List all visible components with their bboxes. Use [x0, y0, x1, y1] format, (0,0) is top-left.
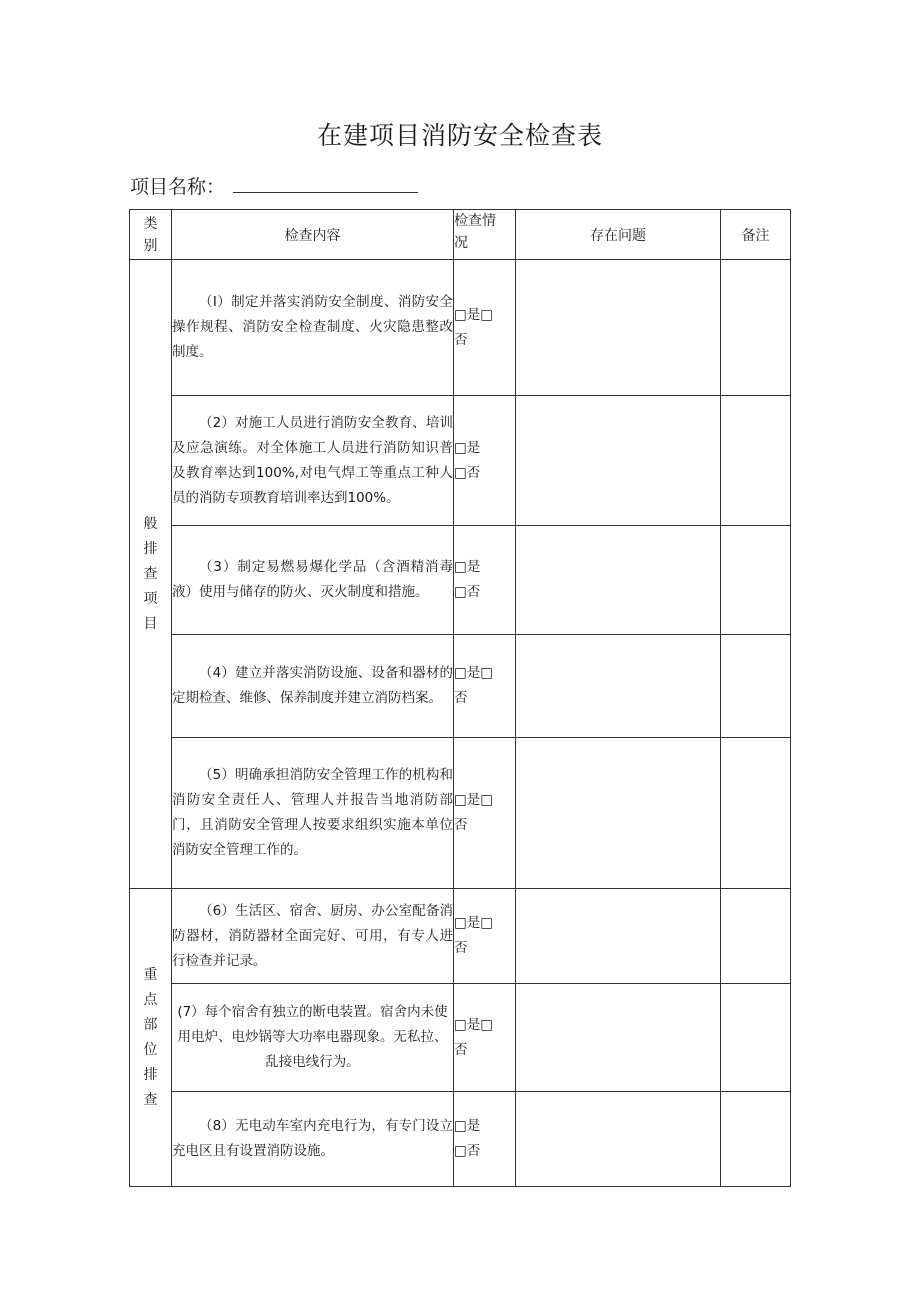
- header-check-line-1: 检查情: [454, 213, 496, 229]
- check-line-1: □是□: [454, 792, 494, 808]
- note-cell[interactable]: [721, 526, 791, 635]
- note-cell[interactable]: [721, 738, 791, 889]
- header-check: [454, 210, 516, 260]
- check-line-1: □是: [454, 559, 481, 575]
- group-key-areas-label: [130, 889, 172, 1187]
- inspection-table: [129, 209, 791, 1187]
- issue-cell[interactable]: [516, 260, 721, 396]
- header-check-line-2: 况: [454, 235, 468, 251]
- item-check[interactable]: [454, 1092, 516, 1187]
- group-char: 排: [143, 540, 158, 557]
- table-row: [130, 1092, 791, 1187]
- item-content: （5）明确承担消防安全管理工作的机构和消防安全责任人、管理人并报告当地消防部门，且消防安全管理人按要求组织实施本单位消防安全管理工作的。: [172, 738, 454, 889]
- item-check[interactable]: [454, 260, 516, 396]
- item-content: （3）制定易燃易爆化学品（含酒精消毒液）使用与储存的防火、灭火制度和措施。: [172, 526, 454, 635]
- check-line-2: □否: [454, 584, 481, 600]
- group-char: 部: [143, 1016, 158, 1033]
- note-cell[interactable]: [721, 635, 791, 738]
- project-name-line: [130, 172, 418, 199]
- group-char: 位: [143, 1041, 158, 1058]
- table-row: [130, 396, 791, 526]
- item-content: （6）生活区、宿舍、厨房、办公室配备消防器材，消防器材全面完好、可用，有专人进行检查并记录。: [172, 889, 454, 984]
- check-line-2: □否: [454, 1143, 481, 1159]
- group-char: 目: [143, 615, 158, 632]
- item-content: （I）制定并落实消防安全制度、消防安全操作规程、消防安全检查制度、火灾隐患整改制度。: [172, 260, 454, 396]
- header-category-line-1: 类: [143, 215, 158, 232]
- check-line-1: □是: [454, 439, 481, 456]
- check-line-2: □否: [454, 464, 481, 481]
- header-category: [130, 210, 172, 260]
- issue-cell[interactable]: [516, 396, 721, 526]
- check-line-2: 否: [454, 1041, 468, 1058]
- header-row: [130, 210, 791, 260]
- item-check[interactable]: [454, 526, 516, 635]
- issue-cell[interactable]: [516, 984, 721, 1092]
- check-line-1: □是□: [454, 306, 494, 323]
- note-cell[interactable]: [721, 889, 791, 984]
- item-check[interactable]: [454, 889, 516, 984]
- check-line-2: 否: [454, 817, 468, 833]
- check-line-1: □是□: [454, 665, 494, 681]
- item-content: （8）无电动车室内充电行为，有专门设立充电区且有设置消防设施。: [172, 1092, 454, 1187]
- item-check[interactable]: [454, 635, 516, 738]
- table-row: [130, 738, 791, 889]
- note-cell[interactable]: [721, 1092, 791, 1187]
- table-row: [130, 984, 791, 1092]
- note-cell[interactable]: [721, 396, 791, 526]
- issue-cell[interactable]: [516, 889, 721, 984]
- check-line-1: □是□: [454, 915, 494, 931]
- table-row: [130, 889, 791, 984]
- issue-cell[interactable]: [516, 635, 721, 738]
- item-content: (7）每个宿舍有独立的断电装置。宿舍内未使用电炉、电炒锅等大功率电器现象。无私拉、乱接电线行为。: [172, 984, 454, 1092]
- group-general-label: [130, 260, 172, 889]
- header-content: 检查内容: [172, 210, 454, 260]
- item-content: （2）对施工人员进行消防安全教育、培训及应急演练。对全体施工人员进行消防知识普及教育率达到100%,对电气焊工等重点工种人员的消防专项教育培训率达到100%。: [172, 396, 454, 526]
- item-content: （4）建立并落实消防设施、设备和器材的定期检查、维修、保养制度并建立消防档案。: [172, 635, 454, 738]
- check-line-2: 否: [454, 690, 468, 706]
- group-char: 项: [143, 590, 158, 607]
- group-char: 重: [143, 966, 158, 983]
- item-check[interactable]: [454, 396, 516, 526]
- check-line-1: □是: [454, 1118, 481, 1134]
- note-cell[interactable]: [721, 260, 791, 396]
- table-row: [130, 635, 791, 738]
- group-char: 查: [143, 1091, 158, 1108]
- issue-cell[interactable]: [516, 526, 721, 635]
- group-char: 点: [143, 991, 158, 1008]
- group-char: 查: [143, 565, 158, 582]
- item-check[interactable]: [454, 984, 516, 1092]
- header-notes: 备注: [721, 210, 791, 260]
- header-category-line-2: 别: [143, 237, 158, 254]
- group-char: 般: [143, 515, 158, 532]
- issue-cell[interactable]: [516, 1092, 721, 1187]
- project-name-label: 项目名称：: [130, 176, 226, 198]
- table-row: [130, 526, 791, 635]
- header-issues: 存在问题: [516, 210, 721, 260]
- note-cell[interactable]: [721, 984, 791, 1092]
- issue-cell[interactable]: [516, 738, 721, 889]
- check-line-2: 否: [454, 331, 468, 348]
- check-line-1: □是□: [454, 1016, 494, 1033]
- check-line-2: 否: [454, 940, 468, 956]
- project-name-blank[interactable]: [233, 178, 418, 193]
- table-row: [130, 260, 791, 396]
- item-check[interactable]: [454, 738, 516, 889]
- group-char: 排: [143, 1066, 158, 1083]
- page-title: 在建项目消防安全检查表: [316, 121, 603, 150]
